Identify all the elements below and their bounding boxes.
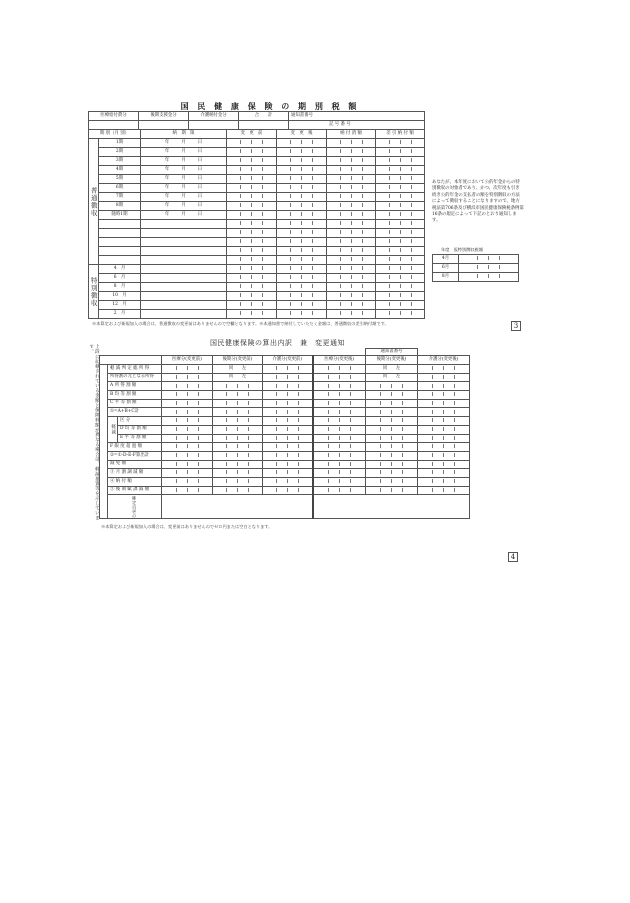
special-month-cell: 12 月: [99, 301, 141, 310]
period-cell: 1期: [99, 139, 141, 148]
due-date-cell: 年 月 日: [141, 157, 227, 166]
header-care: 介護納付金分: [189, 112, 239, 121]
side-box-month: 6月: [433, 264, 459, 273]
special-month-cell: 4 月: [99, 265, 141, 274]
row-label: C 平 等 割 額: [108, 399, 162, 408]
top-side-text: あなたが、本年度において公的年金からの特別徴収の対象者であり、かつ、次年度も引き続き公的年金の支払者の額を特別徴収の方法によって徴収することになりますので、地方税法第706条及び横浜市国民健康保険税条例第16条の規定によって下記のとおり通知します。: [432, 180, 524, 224]
due-date-cell: 年 月 日: [141, 148, 227, 157]
due-date-cell: 年 月 日: [141, 184, 227, 193]
col-care-before: 介護分(変更前): [263, 356, 313, 365]
header-symbol-no: 記 号 番 号: [289, 121, 425, 130]
due-date-cell: 年 月 日: [141, 193, 227, 202]
special-month-cell: 2 月: [99, 310, 141, 319]
special-month-cell: 8 月: [99, 283, 141, 292]
ordinary-label: 普通徴収: [89, 139, 99, 265]
row-label: 減 免 額: [108, 460, 162, 469]
period-cell: 8期: [99, 202, 141, 211]
row-label: A 所 得 割 額: [108, 382, 162, 391]
top-note: ※本算定および新規加入の場合は、普通徴収の変更前はありませんので空欄となります。※本通知書で納付していただく金額は、普通徴収の差引納付額です。: [92, 321, 389, 326]
special-month-cell: 6 月: [99, 274, 141, 283]
due-date-cell: 年 月 日: [141, 175, 227, 184]
due-date-cell: 年 月 日: [141, 166, 227, 175]
row-label: F 限 度 超 過 額: [108, 443, 162, 452]
special-month-cell: 10 月: [99, 292, 141, 301]
bottom-notice-label: 通知書番号: [366, 349, 418, 356]
due-date-cell: 年 月 日: [141, 202, 227, 211]
same-as-left: 同 左: [213, 373, 263, 382]
col-elderly-before: 後期分(変更前): [213, 356, 263, 365]
col-medical-before: 医療分(変更前): [162, 356, 213, 365]
same-as-left: 同 左: [366, 365, 418, 374]
col-paid: 納 付 済 額: [327, 130, 376, 139]
header-total: 合 計: [239, 112, 289, 121]
row-label: 区 分: [118, 417, 162, 426]
side-box-month: 4月: [433, 255, 459, 264]
row-label: B 均 等 割 額: [108, 391, 162, 400]
col-care-after: 介護分(変更後): [418, 356, 470, 365]
same-as-left: 同 左: [366, 373, 418, 382]
page-number-3: 3: [511, 321, 521, 331]
header-notice-no: 通知書番号: [289, 112, 425, 121]
row-label: ⑤ 後 期 賦 課 減 額: [108, 486, 162, 495]
period-cell: 6期: [99, 184, 141, 193]
period-cell: 随時1期: [99, 211, 141, 220]
row-label: E 平 等 割 額: [118, 434, 162, 443]
row-label: ②=①-D-E-F算出計: [108, 451, 162, 460]
col-period: 期 別（月 別）: [89, 130, 141, 139]
row-label: 軽 減 判 定 総 所 得: [108, 365, 162, 374]
col-balance: 差 引 納 付 額: [376, 130, 425, 139]
header-elderly: 後期支援金分: [139, 112, 189, 121]
col-after: 変 更 後: [277, 130, 327, 139]
col-before: 変 更 前: [227, 130, 277, 139]
top-title: 国 民 健 康 保 険 の 期 別 税 額: [180, 101, 360, 111]
remarks-label: 確定自更の: [108, 495, 162, 519]
row-label: 所得割の元となる所得: [108, 373, 162, 382]
top-main-table: [88, 129, 425, 319]
due-date-cell: 年 月 日: [141, 211, 227, 220]
period-cell: 4期: [99, 166, 141, 175]
special-label: 特別徴収: [89, 265, 99, 319]
top-header-table: [88, 111, 425, 130]
side-box-title: 年度 仮特別徴収税額: [441, 247, 483, 252]
row-label: ①=A+B+C計: [108, 408, 162, 417]
due-date-cell: 年 月 日: [141, 139, 227, 148]
col-due: 納 期 限: [141, 130, 227, 139]
row-label: D 均 等 割 額: [118, 425, 162, 434]
header-medical: 医療給付費分: [89, 112, 139, 121]
row-label: ③ 月 割 調 減 額: [108, 469, 162, 478]
side-box-table: [432, 254, 519, 282]
same-as-left: 同 左: [213, 365, 263, 374]
row-label: ④ 納 付 額: [108, 477, 162, 486]
col-elderly-after: 後期分(変更後): [366, 356, 418, 365]
period-cell: 5期: [99, 175, 141, 184]
bottom-left-vertical-text: 上段に記載されている金額と保険料額が異なる場合は、軽減措置等を示しています。: [88, 344, 100, 521]
period-cell: 7期: [99, 193, 141, 202]
col-medical-after: 医療分(変更後): [313, 356, 366, 365]
period-cell: 3期: [99, 157, 141, 166]
bottom-main-table: [99, 348, 470, 519]
reduce-label: 軽減: [108, 417, 118, 443]
period-cell: 2期: [99, 148, 141, 157]
side-box-month: 8月: [433, 273, 459, 282]
bottom-title: 国民健康保険の算出内訳 兼 変更通知: [210, 339, 345, 347]
page-number-4: 4: [508, 552, 518, 562]
bottom-note: ※本算定および新規加入の場合は、変更前はありませんのでゼロ円または空白となります。: [101, 524, 273, 529]
